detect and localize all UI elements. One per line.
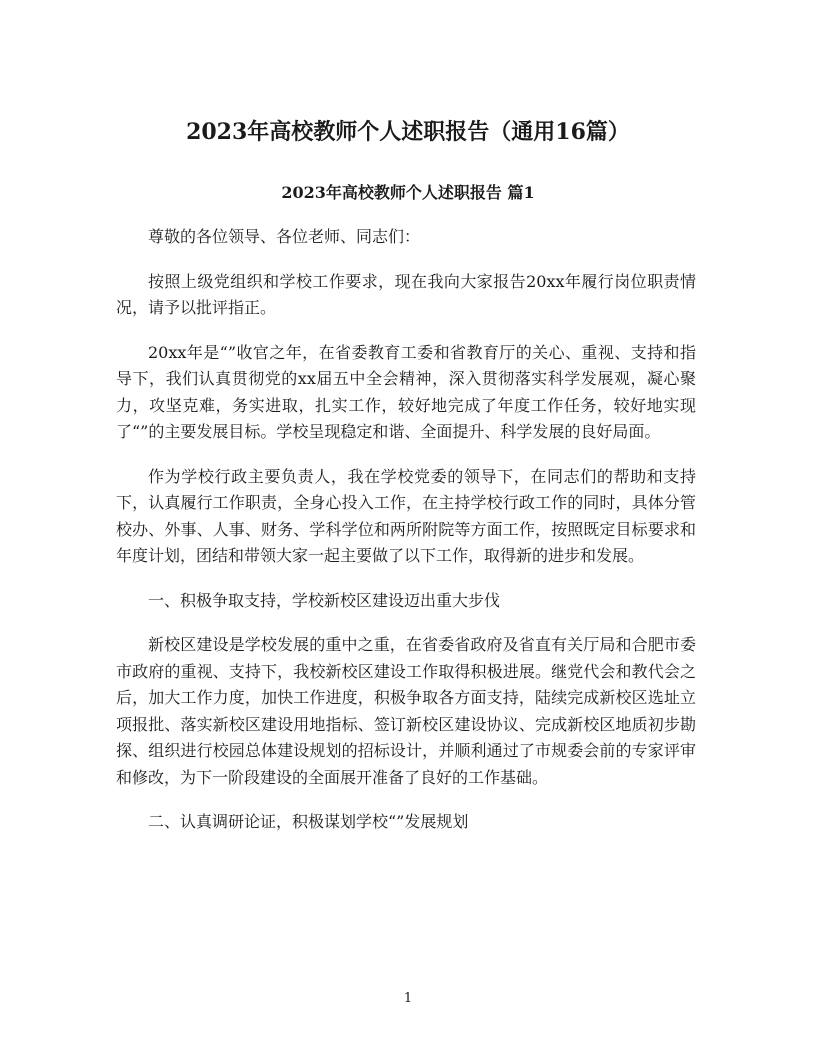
paragraph-salutation: 尊敬的各位领导、各位老师、同志们： [148, 227, 421, 246]
page-number: 1 [403, 991, 413, 1006]
paragraph-heading-2: 二、认真调研论证，积极谋划学校“”发展规划 [148, 812, 469, 831]
section-title: 2023年高校教师个人述职报告 篇1 [281, 183, 535, 202]
document-title: 2023年高校教师个人述职报告（通用16篇） [186, 119, 630, 145]
document-body [116, 224, 696, 854]
paragraph-overview: 20xx年是“”收官之年，在省委教育工委和省教育厅的关心、重视、支持和指导下，我们认真贯彻党的xx届五中全会精神，深入贯彻落实科学发展观，凝心聚力，攻坚克难，务实进取，扎实工作，较好地完成了年度工作任务，较好地实现了“”的主要发展目标。学校呈现稳定和谐、全面提升、科学发展的良好局面。 [116, 342, 696, 441]
paragraph-responsibilities: 作为学校行政主要负责人，我在学校党委的领导下，在同志们的帮助和支持下，认真履行工作职责，全身心投入工作，在主持学校行政工作的同时，具体分管校办、外事、人事、财务、学科学位和两所附院等方面工作，按照既定目标要求和年度计划，团结和带领大家一起主要做了以下工作，取得新的进步和发展。 [116, 466, 696, 565]
paragraph-heading-1: 一、积极争取支持，学校新校区建设迈出重大步伐 [148, 590, 501, 610]
paragraph-new-campus: 新校区建设是学校发展的重中之重，在省委省政府及省直有关厅局和合肥市委市政府的重视、支持下，我校新校区建设工作取得积极进展。继党代会和教代会之后，加大工作力度，加快工作进度，积极争取各方面支持，陆续完成新校区选址立项报批、落实新校区建设用地指标、签订新校区建设协议、完成新校区地质初步勘探、组织进行校园总体建设规划的招标设计，并顺利通过了市规委会前的专家评审和修改，为下一阶段建设的全面展开准备了良好的工作基础。 [116, 635, 696, 787]
paragraph-intro: 按照上级党组织和学校工作要求，现在我向大家报告20xx年履行岗位职责情况，请予以批评指正。 [116, 271, 696, 317]
